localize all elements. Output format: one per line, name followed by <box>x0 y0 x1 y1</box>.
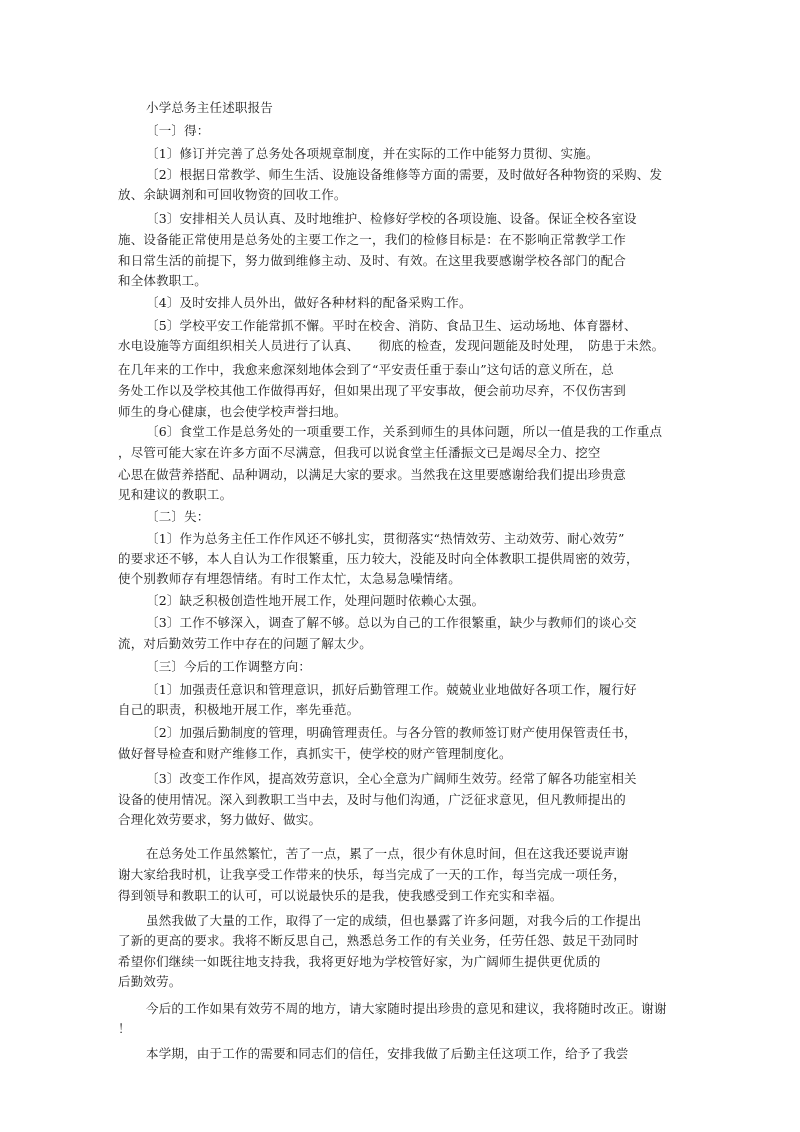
text-line: 了新的更高的要求。我将不断反思自己，熟悉总务工作的有关业务，任劳任怨、鼓足干劲同时 <box>118 933 639 948</box>
text-line: 希望你们继续一如既往地支持我，我将更好地为学校管好家，为广阔师生提供更优质的 <box>118 954 601 969</box>
text-line: 做好督导检查和财产维修工作，真抓实干，使学校的财产管理制度化。 <box>118 746 512 761</box>
text-line: 施、设备能正常使用是总务处的主要工作之一，我们的检修目标是：在不影响正常教学工作 <box>118 232 627 247</box>
text-line: 在总务处工作虽然繁忙，苦了一点，累了一点，很少有休息时间，但在这我还要说声谢 <box>146 846 629 861</box>
text-line: 本学期，由于工作的需要和同志们的信任，安排我做了后勤主任这项工作，给予了我尝 <box>146 1046 629 1061</box>
text-line: 〔3〕改变工作作风，提高效劳意识，全心全意为广阔师生效劳。经常了解各功能室相关 <box>146 771 637 786</box>
text-line: 设备的使用情况。深入到教职工当中去，及时与他们沟通，广泛征求意见，但凡教师提出的 <box>118 792 627 807</box>
text-line: 〔1〕作为总务主任工作作风还不够扎实，贯彻落实“热情效劳、主动效劳、耐心效劳” <box>146 531 625 546</box>
text-line: 今后的工作如果有效劳不周的地方，请大家随时提出珍贵的意见和建议，我将随时改正。谢谢 <box>146 1001 667 1016</box>
text-line: 使个别教师存有埋怨情绪。有时工作太忙，太急易急噪情绪。 <box>118 571 461 586</box>
text-line: 〔2〕加强后勤制度的管理，明确管理责任。与各分管的教师签订财产使用保管责任书， <box>146 725 637 740</box>
text-line: 务处工作以及学校其他工作做得再好，但如果出现了平安事故，便会前功尽弃，不仅伤害到 <box>118 383 627 398</box>
text-line: 〔6〕食堂工作是总务处的一项重要工作，关系到师生的具体问题，所以一值是我的工作重点 <box>146 424 663 439</box>
text-line: 得到领导和教职工的认可，可以说最快乐的是我，使我感受到工作充实和幸福。 <box>118 888 563 903</box>
text-line: ，尽管可能大家在许多方面不尽满意，但我可以说食堂主任潘振文已是竭尽全力、挖空 <box>118 445 601 460</box>
text-line: 〔3〕工作不够深入，调查了解不够。总以为自己的工作很繁重，缺少与教师们的谈心交 <box>146 615 637 630</box>
text-line: 见和建议的教职工。 <box>118 487 233 502</box>
text-line: 师生的身心健康，也会使学校声誉扫地。 <box>118 404 347 419</box>
text-line: 〔二〕失： <box>146 509 210 524</box>
text-line: 虽然我做了大量的工作，取得了一定的成绩，但也暴露了许多问题，对我今后的工作提出 <box>146 913 642 928</box>
text-line: 流，对后勤效劳工作中存在的问题了解太少。 <box>118 636 373 651</box>
text-line: 〔2〕根据日常教学、师生生活、设施设备维修等方面的需要，及时做好各种物资的采购、发 <box>146 167 663 182</box>
text-line: 自己的职责，积极地开展工作，率先垂范。 <box>118 702 360 717</box>
text-line: 放、余缺调剂和可回收物资的回收工作。 <box>118 187 347 202</box>
text-line: 〔1〕加强责任意识和管理意识，抓好后勤管理工作。兢兢业业地做好各项工作，履行好 <box>146 682 637 697</box>
text-line: 〔三〕今后的工作调整方向： <box>146 659 312 674</box>
text-line: 在几年来的工作中，我愈来愈深刻地体会到了“平安责任重于泰山”这句话的意义所在，总 <box>118 362 614 377</box>
text-line: 〔一〕得： <box>146 123 210 138</box>
text-line: ！ <box>118 1021 131 1036</box>
text-line: 的要求还不够，本人自认为工作很繁重，压力较大，没能及时向全体教职工提供周密的效劳， <box>118 551 639 566</box>
text-line: 合理化效劳要求，努力做好、做实。 <box>118 812 322 827</box>
text-line: 后勤效劳。 <box>118 974 182 989</box>
text-line: 心思在做营养搭配、品种调动，以满足大家的要求。当然我在这里要感谢给我们提出珍贵意 <box>118 467 627 482</box>
text-line: 谢大家给我时机，让我享受工作带来的快乐，每当完成了一天的工作，每当完成一项任务， <box>118 867 627 882</box>
text-line: 〔2〕缺乏积极创造性地开展工作，处理问题时依赖心太强。 <box>146 593 485 608</box>
text-line: 〔3〕安排相关人员认真、及时地维护、检修好学校的各项设施、设备。保证全校各室设 <box>146 211 637 226</box>
text-line: 〔4〕及时安排人员外出，做好各种材料的配备采购工作。 <box>146 295 472 310</box>
document-title: 小学总务主任述职报告 <box>146 100 274 115</box>
text-line: 和全体教职工。 <box>118 273 207 288</box>
text-line: 和日常生活的前提下，努力做到维修主动、及时、有效。在这里我要感谢学校各部门的配合 <box>118 253 627 268</box>
text-line: 水电设施等方面组织相关人员进行了认真、 彻底的检查，发现问题能及时处理， 防患于未然。 <box>118 338 665 353</box>
text-line: 〔5〕学校平安工作能常抓不懈。平时在校舍、消防、食品卫生、运动场地、体育器材、 <box>146 318 637 333</box>
text-line: 〔1〕修订并完善了总务处各项规章制度，并在实际的工作中能努力贯彻、实施。 <box>146 146 599 161</box>
